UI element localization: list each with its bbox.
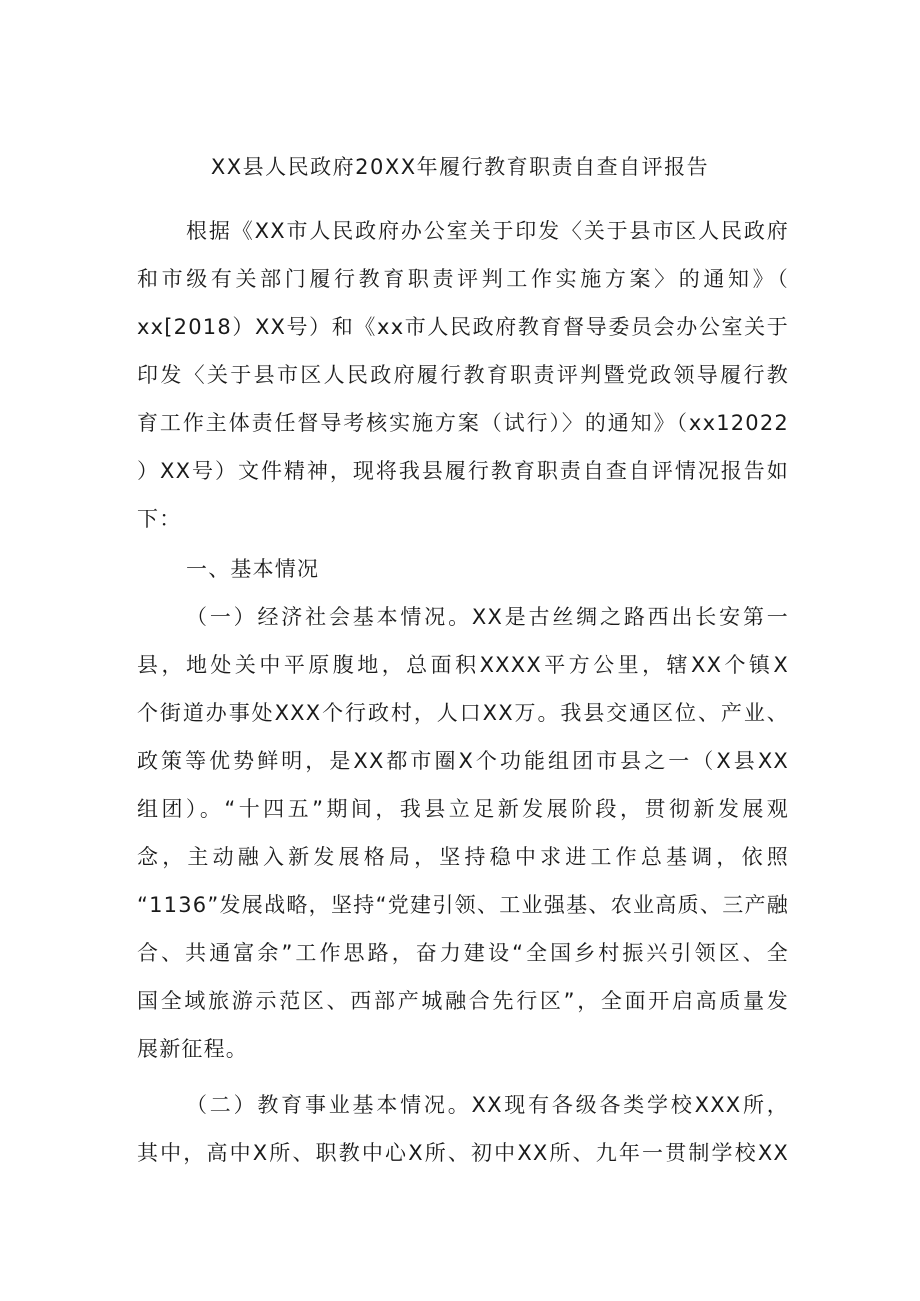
para1-line-5: 组团）。“十四五”期间，我县立足新发展阶段，贯彻新发展观	[137, 797, 789, 821]
para1-line-7: “1136”发展战略，坚持“党建引领、工业强基、农业高质、三产融	[137, 893, 789, 917]
para1-line-6: 念，主动融入新发展格局，坚持稳中求进工作总基调，依照	[137, 845, 789, 869]
para2-line-2: 其中，高中X所、职教中心X所、初中XX所、九年一贯制学校XX	[137, 1141, 789, 1165]
intro-line-5: 育工作主体责任督导考核实施方案（试行）〉的通知》（xx12022	[137, 411, 789, 435]
intro-line-7: 下：	[137, 507, 182, 531]
intro-line-1: 根据《XX市人民政府办公室关于印发〈关于县市区人民政府	[186, 219, 789, 243]
para1-line-1: （一）经济社会基本情况。XX是古丝绸之路西出长安第一	[186, 605, 789, 629]
para1-line-10: 展新征程。	[137, 1037, 248, 1061]
para1-line-4: 政策等优势鲜明，是XX都市圈X个功能组团市县之一（X县XX	[137, 749, 789, 773]
para2-line-1: （二）教育事业基本情况。XX现有各级各类学校XXX所，	[186, 1093, 789, 1117]
intro-line-4: 印发〈关于县市区人民政府履行教育职责评判暨党政领导履行教	[137, 363, 789, 387]
intro-line-2: 和市级有关部门履行教育职责评判工作实施方案〉的通知》（	[137, 267, 789, 291]
document-title: XX县人民政府20XX年履行教育职责自查自评报告	[210, 155, 710, 179]
section-heading-basic: 一、基本情况	[186, 557, 320, 581]
intro-line-6: ）XX号）文件精神，现将我县履行教育职责自查自评情况报告如	[137, 459, 789, 483]
para1-line-2: 县，地处关中平原腹地，总面积XXXX平方公里，辖XX个镇X	[137, 653, 789, 677]
para1-line-3: 个街道办事处XXX个行政村，人口XX万。我县交通区位、产业、	[137, 701, 789, 725]
intro-line-3: xx[2018）XX号）和《xx市人民政府教育督导委员会办公室关于	[137, 315, 789, 339]
para1-line-9: 国全域旅游示范区、西部产城融合先行区”，全面开启高质量发	[137, 989, 789, 1013]
para1-line-8: 合、共通富余”工作思路，奋力建设“全国乡村振兴引领区、全	[137, 941, 789, 965]
